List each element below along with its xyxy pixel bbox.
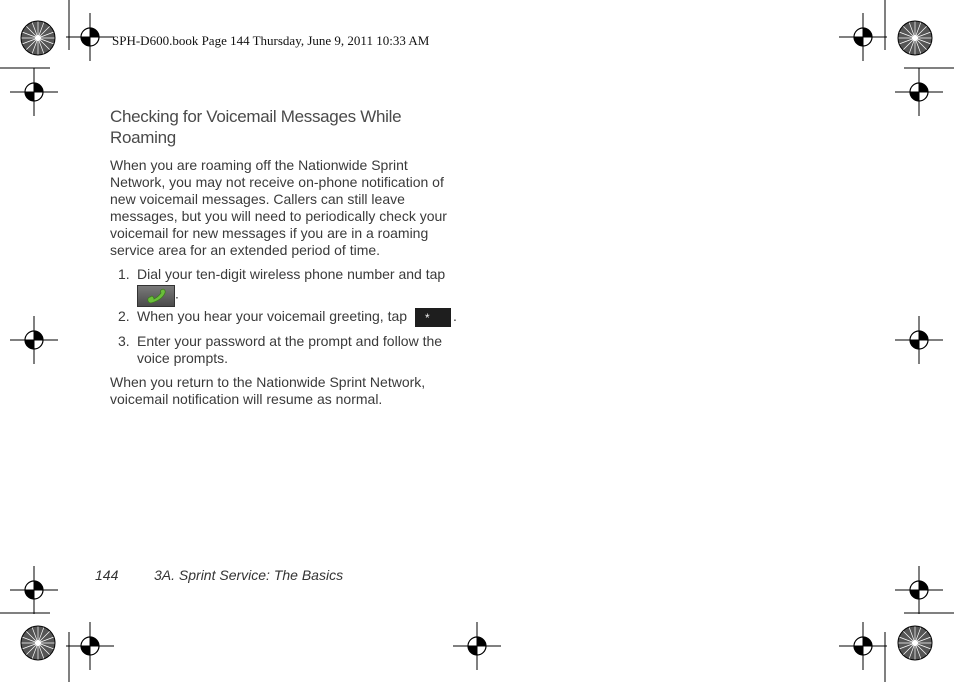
- footer-section-title: 3A. Sprint Service: The Basics: [154, 567, 344, 583]
- step-2: [110, 308, 462, 328]
- step-3: [110, 333, 462, 373]
- footer-page-number: 144: [95, 567, 119, 583]
- step-number: 3.: [118, 333, 130, 349]
- step-suffix: .: [452, 308, 457, 325]
- step-1: [110, 266, 462, 306]
- closing-paragraph: When you return to the Nationwide Sprint Network, voicemail notification will resume as normal.: [110, 374, 426, 407]
- step-text: When you hear your voicemail greeting, tap: [137, 308, 408, 325]
- call-key-icon: [137, 285, 175, 307]
- step-text: Enter your password at the prompt and follow the voice prompts.: [137, 333, 443, 366]
- step-suffix: .: [175, 285, 179, 302]
- intro-paragraph: When you are roaming off the Nationwide Sprint Network, you may not receive on-phone notification of new voicemail messages. Callers can still leave messages, but you will need to periodically check your voicemail for new messages if you are in a roaming service area for an extended period of time.: [110, 157, 447, 258]
- step-number: 2.: [118, 308, 130, 324]
- step-number: 1.: [118, 266, 130, 282]
- section-heading: Checking for Voicemail Messages While Roaming: [110, 107, 402, 147]
- star-key-icon: *: [415, 308, 451, 327]
- print-slug: SPH-D600.book Page 144 Thursday, June 9, 2011 10:33 AM: [112, 33, 430, 48]
- step-text: Dial your ten-digit wireless phone number and tap: [137, 266, 446, 282]
